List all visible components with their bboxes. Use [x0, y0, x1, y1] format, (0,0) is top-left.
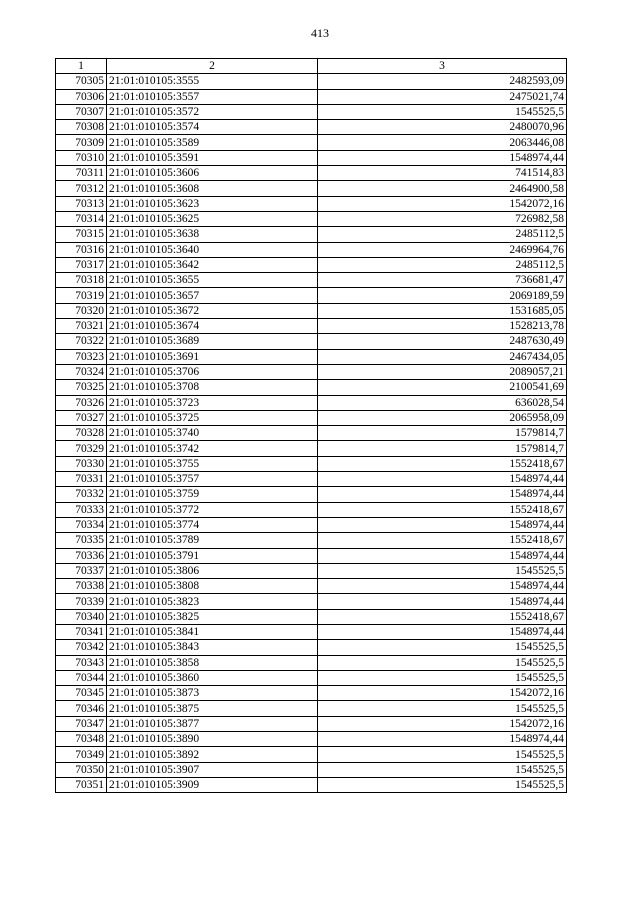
row-number-cell: 70310 — [56, 150, 107, 165]
row-number-cell: 70306 — [56, 89, 107, 104]
cadastral-number-cell: 21:01:010105:3755 — [107, 456, 318, 471]
row-number-cell: 70305 — [56, 74, 107, 89]
cadastral-number-cell: 21:01:010105:3674 — [107, 319, 318, 334]
cadastral-number-cell: 21:01:010105:3725 — [107, 410, 318, 425]
row-number-cell: 70342 — [56, 640, 107, 655]
cadastral-value-cell: 1545525,5 — [318, 563, 567, 578]
cadastral-number-cell: 21:01:010105:3759 — [107, 487, 318, 502]
table-row — [56, 364, 567, 379]
cadastral-number-cell: 21:01:010105:3909 — [107, 777, 318, 792]
column-header-cadastral-number: 2 — [107, 59, 318, 74]
table-row — [56, 135, 567, 150]
cadastral-number-cell: 21:01:010105:3740 — [107, 426, 318, 441]
table-body — [56, 74, 567, 793]
row-number-cell: 70343 — [56, 655, 107, 670]
table-row — [56, 670, 567, 685]
table-row — [56, 548, 567, 563]
cadastral-number-cell: 21:01:010105:3708 — [107, 380, 318, 395]
cadastral-value-cell: 1548974,44 — [318, 579, 567, 594]
table-row — [56, 747, 567, 762]
cadastral-number-cell: 21:01:010105:3642 — [107, 257, 318, 272]
row-number-cell: 70321 — [56, 319, 107, 334]
cadastral-value-cell: 1579814,7 — [318, 426, 567, 441]
row-number-cell: 70311 — [56, 166, 107, 181]
cadastral-value-cell: 1545525,5 — [318, 777, 567, 792]
row-number-cell: 70330 — [56, 456, 107, 471]
cadastral-value-cell: 1542072,16 — [318, 196, 567, 211]
cadastral-value-cell: 1545525,5 — [318, 762, 567, 777]
row-number-cell: 70334 — [56, 517, 107, 532]
cadastral-number-cell: 21:01:010105:3655 — [107, 273, 318, 288]
cadastral-number-cell: 21:01:010105:3672 — [107, 303, 318, 318]
cadastral-value-cell: 1552418,67 — [318, 533, 567, 548]
table-row — [56, 303, 567, 318]
table-row — [56, 533, 567, 548]
row-number-cell: 70313 — [56, 196, 107, 211]
table-row — [56, 334, 567, 349]
row-number-cell: 70346 — [56, 701, 107, 716]
cadastral-number-cell: 21:01:010105:3555 — [107, 74, 318, 89]
cadastral-number-cell: 21:01:010105:3772 — [107, 502, 318, 517]
cadastral-number-cell: 21:01:010105:3742 — [107, 441, 318, 456]
table-row — [56, 441, 567, 456]
cadastral-value-cell: 1548974,44 — [318, 487, 567, 502]
row-number-cell: 70337 — [56, 563, 107, 578]
row-number-cell: 70314 — [56, 211, 107, 226]
cadastral-value-cell: 636028,54 — [318, 395, 567, 410]
cadastral-value-cell: 1548974,44 — [318, 517, 567, 532]
table-row — [56, 579, 567, 594]
row-number-cell: 70316 — [56, 242, 107, 257]
row-number-cell: 70347 — [56, 716, 107, 731]
row-number-cell: 70339 — [56, 594, 107, 609]
table-row — [56, 181, 567, 196]
cadastral-number-cell: 21:01:010105:3808 — [107, 579, 318, 594]
column-header-cadastral-value: 3 — [318, 59, 567, 74]
cadastral-value-cell: 736681,47 — [318, 273, 567, 288]
row-number-cell: 70328 — [56, 426, 107, 441]
cadastral-number-cell: 21:01:010105:3640 — [107, 242, 318, 257]
table-row — [56, 74, 567, 89]
cadastral-value-cell: 2485112,5 — [318, 257, 567, 272]
cadastral-value-cell: 2467434,05 — [318, 349, 567, 364]
row-number-cell: 70322 — [56, 334, 107, 349]
cadastral-value-cell: 1531685,05 — [318, 303, 567, 318]
row-number-cell: 70349 — [56, 747, 107, 762]
row-number-cell: 70318 — [56, 273, 107, 288]
table-row — [56, 701, 567, 716]
table-row — [56, 426, 567, 441]
table-row — [56, 517, 567, 532]
cadastral-number-cell: 21:01:010105:3574 — [107, 120, 318, 135]
cadastral-number-cell: 21:01:010105:3589 — [107, 135, 318, 150]
cadastral-value-cell: 1548974,44 — [318, 594, 567, 609]
cadastral-value-cell: 2482593,09 — [318, 74, 567, 89]
cadastral-value-cell: 2487630,49 — [318, 334, 567, 349]
row-number-cell: 70344 — [56, 670, 107, 685]
row-number-cell: 70317 — [56, 257, 107, 272]
table-row — [56, 166, 567, 181]
table-row — [56, 502, 567, 517]
cadastral-number-cell: 21:01:010105:3691 — [107, 349, 318, 364]
cadastral-number-cell: 21:01:010105:3723 — [107, 395, 318, 410]
row-number-cell: 70308 — [56, 120, 107, 135]
cadastral-value-cell: 741514,83 — [318, 166, 567, 181]
cadastral-value-cell: 2100541,69 — [318, 380, 567, 395]
row-number-cell: 70351 — [56, 777, 107, 792]
cadastral-number-cell: 21:01:010105:3557 — [107, 89, 318, 104]
table-row — [56, 563, 567, 578]
row-number-cell: 70341 — [56, 624, 107, 639]
table-row — [56, 227, 567, 242]
cadastral-number-cell: 21:01:010105:3608 — [107, 181, 318, 196]
row-number-cell: 70327 — [56, 410, 107, 425]
table-row — [56, 196, 567, 211]
cadastral-value-cell: 2485112,5 — [318, 227, 567, 242]
table-row — [56, 655, 567, 670]
cadastral-value-cell: 1552418,67 — [318, 502, 567, 517]
table-row — [56, 211, 567, 226]
cadastral-value-cell: 1542072,16 — [318, 716, 567, 731]
cadastral-value-cell: 2469964,76 — [318, 242, 567, 257]
table-row — [56, 624, 567, 639]
row-number-cell: 70332 — [56, 487, 107, 502]
cadastral-value-cell: 1579814,7 — [318, 441, 567, 456]
row-number-cell: 70335 — [56, 533, 107, 548]
row-number-cell: 70345 — [56, 686, 107, 701]
row-number-cell: 70309 — [56, 135, 107, 150]
cadastral-value-cell: 1542072,16 — [318, 686, 567, 701]
table-row — [56, 777, 567, 792]
row-number-cell: 70320 — [56, 303, 107, 318]
cadastral-value-cell: 2089057,21 — [318, 364, 567, 379]
table-row — [56, 104, 567, 119]
table-row — [56, 472, 567, 487]
cadastral-value-cell: 1548974,44 — [318, 548, 567, 563]
cadastral-value-cell: 1548974,44 — [318, 472, 567, 487]
table-row — [56, 380, 567, 395]
table-row — [56, 150, 567, 165]
row-number-cell: 70307 — [56, 104, 107, 119]
cadastral-value-cell: 726982,58 — [318, 211, 567, 226]
cadastral-number-cell: 21:01:010105:3638 — [107, 227, 318, 242]
row-number-cell: 70315 — [56, 227, 107, 242]
row-number-cell: 70348 — [56, 732, 107, 747]
cadastral-value-cell: 1545525,5 — [318, 104, 567, 119]
cadastral-number-cell: 21:01:010105:3873 — [107, 686, 318, 701]
cadastral-number-cell: 21:01:010105:3606 — [107, 166, 318, 181]
row-number-cell: 70326 — [56, 395, 107, 410]
row-number-cell: 70336 — [56, 548, 107, 563]
cadastral-value-cell: 1552418,67 — [318, 456, 567, 471]
cadastral-number-cell: 21:01:010105:3657 — [107, 288, 318, 303]
cadastral-number-cell: 21:01:010105:3892 — [107, 747, 318, 762]
table-row — [56, 686, 567, 701]
row-number-cell: 70338 — [56, 579, 107, 594]
column-header-number: 1 — [56, 59, 107, 74]
table-row — [56, 456, 567, 471]
cadastral-number-cell: 21:01:010105:3791 — [107, 548, 318, 563]
cadastral-value-cell: 1548974,44 — [318, 732, 567, 747]
cadastral-number-cell: 21:01:010105:3572 — [107, 104, 318, 119]
table-row — [56, 120, 567, 135]
table-row — [56, 487, 567, 502]
table-row — [56, 732, 567, 747]
table-row — [56, 288, 567, 303]
cadastral-number-cell: 21:01:010105:3591 — [107, 150, 318, 165]
cadastral-number-cell: 21:01:010105:3757 — [107, 472, 318, 487]
cadastral-number-cell: 21:01:010105:3860 — [107, 670, 318, 685]
cadastral-number-cell: 21:01:010105:3907 — [107, 762, 318, 777]
row-number-cell: 70312 — [56, 181, 107, 196]
table-row — [56, 609, 567, 624]
cadastral-number-cell: 21:01:010105:3877 — [107, 716, 318, 731]
table-row — [56, 242, 567, 257]
row-number-cell: 70325 — [56, 380, 107, 395]
row-number-cell: 70333 — [56, 502, 107, 517]
table-row — [56, 762, 567, 777]
cadastral-number-cell: 21:01:010105:3706 — [107, 364, 318, 379]
table-row — [56, 395, 567, 410]
table-row — [56, 257, 567, 272]
cadastral-value-cell: 1528213,78 — [318, 319, 567, 334]
row-number-cell: 70329 — [56, 441, 107, 456]
row-number-cell: 70331 — [56, 472, 107, 487]
cadastral-value-cell: 1545525,5 — [318, 701, 567, 716]
cadastral-value-cell: 2069189,59 — [318, 288, 567, 303]
cadastral-value-cell: 2065958,09 — [318, 410, 567, 425]
cadastral-value-cell: 1545525,5 — [318, 670, 567, 685]
cadastral-value-cell: 1548974,44 — [318, 150, 567, 165]
cadastral-value-cell: 1552418,67 — [318, 609, 567, 624]
cadastral-value-cell: 1548974,44 — [318, 624, 567, 639]
cadastral-number-cell: 21:01:010105:3774 — [107, 517, 318, 532]
cadastral-number-cell: 21:01:010105:3875 — [107, 701, 318, 716]
table-row — [56, 89, 567, 104]
table-row — [56, 319, 567, 334]
cadastral-value-cell: 1545525,5 — [318, 655, 567, 670]
cadastral-value-cell: 2475021,74 — [318, 89, 567, 104]
table-row — [56, 594, 567, 609]
cadastral-number-cell: 21:01:010105:3841 — [107, 624, 318, 639]
row-number-cell: 70319 — [56, 288, 107, 303]
row-number-cell: 70324 — [56, 364, 107, 379]
table-header-row — [56, 59, 567, 74]
row-number-cell: 70323 — [56, 349, 107, 364]
cadastral-value-cell: 1545525,5 — [318, 747, 567, 762]
table-row — [56, 349, 567, 364]
row-number-cell: 70340 — [56, 609, 107, 624]
cadastral-number-cell: 21:01:010105:3890 — [107, 732, 318, 747]
table-row — [56, 716, 567, 731]
cadastral-number-cell: 21:01:010105:3689 — [107, 334, 318, 349]
cadastral-number-cell: 21:01:010105:3825 — [107, 609, 318, 624]
cadastral-value-cell: 2063446,08 — [318, 135, 567, 150]
table-row — [56, 273, 567, 288]
cadastral-number-cell: 21:01:010105:3625 — [107, 211, 318, 226]
cadastral-value-cell: 2480070,96 — [318, 120, 567, 135]
table-row — [56, 410, 567, 425]
cadastral-number-cell: 21:01:010105:3858 — [107, 655, 318, 670]
table-row — [56, 640, 567, 655]
cadastral-number-cell: 21:01:010105:3623 — [107, 196, 318, 211]
cadastral-number-cell: 21:01:010105:3823 — [107, 594, 318, 609]
page-number: 413 — [311, 26, 329, 40]
cadastral-number-cell: 21:01:010105:3789 — [107, 533, 318, 548]
row-number-cell: 70350 — [56, 762, 107, 777]
cadastral-value-cell: 2464900,58 — [318, 181, 567, 196]
cadastral-number-cell: 21:01:010105:3843 — [107, 640, 318, 655]
cadastral-value-cell: 1545525,5 — [318, 640, 567, 655]
cadastral-number-cell: 21:01:010105:3806 — [107, 563, 318, 578]
cadastral-value-table — [55, 58, 567, 793]
